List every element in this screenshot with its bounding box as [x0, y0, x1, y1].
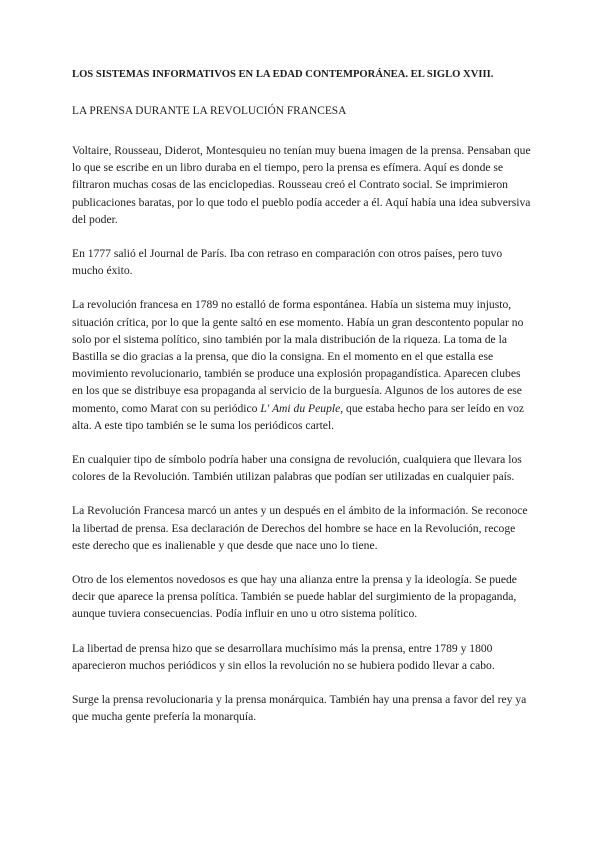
paragraph-revolution — [72, 296, 532, 434]
paragraph-revolution-text-a: La revolución francesa en 1789 no estalló de forma espontánea. Había un sistema muy injusto, situación crítica, por lo que la gente saltó en ese momento. Había un gran descontento popular no solo por el sistema político, sino también por la mala distribución de la riqueza. La toma de la Bastilla se dio gracias a la prensa, que dio la consigna. En el momento en el que estalla ese movimiento revolucionario, también se produce una explosión propagandística. Aparecen clubes en los que se distribuye esa propaganda al servicio de la burguesía. Algunos de los autores de ese momento, como Marat con su periódico — [72, 298, 524, 415]
paragraph-freedom-press: La Revolución Francesa marcó un antes y un después en el ámbito de la información. Se reconoce la libertad de prensa. Esa declaración de Derechos del hombre se hace en la Revolución, recoge este derecho que es inalienable y que desde que nace uno lo tiene. — [72, 504, 528, 552]
newspaper-title-ami-du-peuple: L' Ami du Peuple — [260, 401, 341, 415]
paragraph-revolution-text-b: , que estaba hecho para ser leído en voz alta. A este tipo también se le suma los periódicos cartel. — [72, 401, 525, 432]
section-title: LA PRENSA DURANTE LA REVOLUCIÓN FRANCESA — [72, 105, 347, 117]
paragraph-ideology: Otro de los elementos novedosos es que hay una alianza entre la prensa y la ideología. Se puede decir que aparece la prensa política. También se puede hablar del surgimiento de la propaganda, aunque tuviera consecuencias. Podía influir en uno u otro sistema político. — [72, 573, 517, 621]
paragraph-press-growth: La libertad de prensa hizo que se desarrollara muchísimo más la prensa, entre 1789 y 1800 aparecieron muchos periódicos y sin ellos la revolución no se hubiera podido llevar a cabo. — [72, 641, 495, 672]
paragraph-philosophers: Voltaire, Rousseau, Diderot, Montesquieu no tenían muy buena imagen de la prensa. Pensaban que lo que se escribe en un libro duraba en el tiempo, pero la prensa es efímera. Aquí es donde se filtraron muchas cosas de las enciclopedias. Rousseau creó el Contrato social. Se imprimieron publicaciones baratas, por lo que todo el pueblo podía acceder a él. Aquí había una idea subversiva del poder. — [72, 144, 531, 226]
paragraph-journal-paris: En 1777 salió el Journal de París. Iba con retraso en comparación con otros países, pero tuvo mucho éxito. — [72, 247, 503, 278]
paragraph-revolutionary-monarchic: Surge la prensa revolucionaria y la prensa monárquica. También hay una prensa a favor del rey ya que mucha gente prefería la monarquía. — [72, 693, 527, 724]
document-page — [72, 68, 532, 742]
document-title: LOS SISTEMAS INFORMATIVOS EN LA EDAD CONTEMPORÁNEA. EL SIGLO XVIII. — [72, 69, 494, 80]
paragraph-symbols: En cualquier tipo de símbolo podría haber una consigna de revolución, cualquiera que llevara los colores de la Revolución. También utilizan palabras que podían ser utilizadas en cualquier país. — [72, 453, 522, 484]
